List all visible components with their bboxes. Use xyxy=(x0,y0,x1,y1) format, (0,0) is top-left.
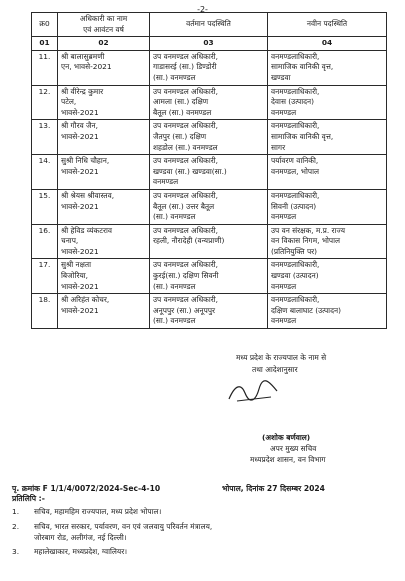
copy-item-number: 1. xyxy=(12,507,20,516)
copy-item-number: 3. xyxy=(12,547,20,556)
column-number: 03 xyxy=(150,37,268,51)
new-posting: उप वन संरक्षक, म.प्र. राज्य वन विकास निगम, भोपाल (प्रतिनियुक्ति पर) xyxy=(268,224,387,259)
signature-order-line: तथा आदेशानुसार xyxy=(252,365,298,374)
page-number: -2- xyxy=(197,5,208,14)
column-number: 02 xyxy=(58,37,150,51)
row-sno: 11. xyxy=(32,50,58,85)
column-number-row xyxy=(32,37,387,51)
row-sno: 17. xyxy=(32,259,58,294)
reference-number: पृ. क्रमांक F 1/1/4/0072/2024-Sec-4-10 xyxy=(12,484,161,493)
current-posting: उप वनमण्डल अधिकारी, आमला (सा.) दक्षिण बैतूल (सा.) वनमण्डल xyxy=(150,85,268,120)
new-posting: वनमण्डलाधिकारी, सिवनी (उत्पादन) वनमण्डल xyxy=(268,189,387,224)
table-row xyxy=(32,224,387,259)
signature-authority-line: मध्य प्रदेश के राज्यपाल के नाम से xyxy=(236,353,327,362)
officer-name: श्री गौरव जैन, भावसे-2021 xyxy=(58,120,150,155)
table-header-row xyxy=(32,13,387,37)
signatory-designation: अपर मुख्य सचिव xyxy=(270,444,317,453)
officer-name: श्री श्रेयस श्रीवास्तव, भावसे-2021 xyxy=(58,189,150,224)
column-number: 04 xyxy=(268,37,387,51)
table-row xyxy=(32,189,387,224)
copy-item-text: महालेखाकार, मध्यप्रदेश, ग्वालियर। xyxy=(34,547,128,556)
signatory-department: मध्यप्रदेश शासन, वन विभाग xyxy=(250,455,326,464)
copy-item-text: सचिव, भारत सरकार, पर्यावरण, वन एवं जलवायु परिवर्तन मंत्रालय, जोरबाग रोड, अलीगंज, नई दिल्ली। xyxy=(34,522,213,542)
officer-name: सुश्री नक्षता बिजोरिया, भावसे-2021 xyxy=(58,259,150,294)
table-row xyxy=(32,259,387,294)
new-posting: पर्यावरण वानिकी, वनमण्डल, भोपाल xyxy=(268,155,387,190)
header-new-posting: नवीन पदस्थिति xyxy=(268,13,387,37)
new-posting: वनमण्डलाधिकारी, सामाजिक वानिकी वृत्त, सागर xyxy=(268,120,387,155)
table-row xyxy=(32,85,387,120)
copy-to-heading: प्रतिलिपि :- xyxy=(12,494,45,503)
copy-to-item xyxy=(12,522,392,543)
officer-name: श्री वीरेन्द्र कुमार पटेल, भावसे-2021 xyxy=(58,85,150,120)
current-posting: उप वनमण्डल अधिकारी, गाडासरई (सा.) डिण्डोरी (सा.) वनमण्डल xyxy=(150,50,268,85)
row-sno: 15. xyxy=(32,189,58,224)
row-sno: 16. xyxy=(32,224,58,259)
copy-item-number: 2. xyxy=(12,522,20,531)
current-posting: उप वनमण्डल अधिकारी, अनूपपुर (सा.) अनूपपुर (सा.) वनमण्डल xyxy=(150,294,268,329)
officer-name: सुश्री निधि चौहान, भावसे-2021 xyxy=(58,155,150,190)
officer-name: श्री बालासुब्रमणी एन, भावसे-2021 xyxy=(58,50,150,85)
copy-to-item xyxy=(12,507,392,518)
row-sno: 14. xyxy=(32,155,58,190)
table-row xyxy=(32,50,387,85)
current-posting: उप वनमण्डल अधिकारी, रहली, नौरादेही (वन्यप्राणी) xyxy=(150,224,268,259)
header-sno: क्र0 xyxy=(32,13,58,37)
column-number: 01 xyxy=(32,37,58,51)
current-posting: उप वनमण्डल अधिकारी, कुरई(सा.) दक्षिण सिवनी (सा.) वनमण्डल xyxy=(150,259,268,294)
copy-to-item xyxy=(12,547,392,558)
transfer-table xyxy=(31,12,387,329)
row-sno: 13. xyxy=(32,120,58,155)
signatory-name: (अशोक बर्णवाल) xyxy=(262,433,311,442)
header-current-posting: वर्तमान पदस्थिति xyxy=(150,13,268,37)
table-row xyxy=(32,155,387,190)
signature-scribble xyxy=(225,379,281,407)
row-sno: 18. xyxy=(32,294,58,329)
copy-item-text: सचिव, महामहिम राज्यपाल, मध्य प्रदेश भोपाल। xyxy=(34,507,162,516)
new-posting: वनमण्डलाधिकारी, खण्डवा (उत्पादन) वनमण्डल xyxy=(268,259,387,294)
row-sno: 12. xyxy=(32,85,58,120)
reference-date: भोपाल, दिनांक 27 दिसम्बर 2024 xyxy=(222,484,325,493)
current-posting: उप वनमण्डल अधिकारी, खण्डवा (सा.) खण्डवा(सा.) वनमण्डल xyxy=(150,155,268,190)
header-officer: अधिकारी का नाम एवं आवंटन वर्ष xyxy=(58,13,150,37)
new-posting: वनमण्डलाधिकारी, सामाजिक वानिकी वृत्त, खण्डवा xyxy=(268,50,387,85)
table-row xyxy=(32,120,387,155)
officer-name: श्री अरिहंत कोचर, भावसे-2021 xyxy=(58,294,150,329)
table-row xyxy=(32,294,387,329)
current-posting: उप वनमण्डल अधिकारी, जैतपुर (सा.) दक्षिण शहडोल (सा.) वनमण्डल xyxy=(150,120,268,155)
new-posting: वनमण्डलाधिकारी, देवास (उत्पादन) वनमण्डल xyxy=(268,85,387,120)
officer-name: श्री हेविड व्यंकटराव चनाप, भावसे-2021 xyxy=(58,224,150,259)
current-posting: उप वनमण्डल अधिकारी, बैतूल (सा.) उत्तर बैतूल (सा.) वनमण्डल xyxy=(150,189,268,224)
new-posting: वनमण्डलाधिकारी, दक्षिण बालाघाट (उत्पादन) वनमण्डल xyxy=(268,294,387,329)
